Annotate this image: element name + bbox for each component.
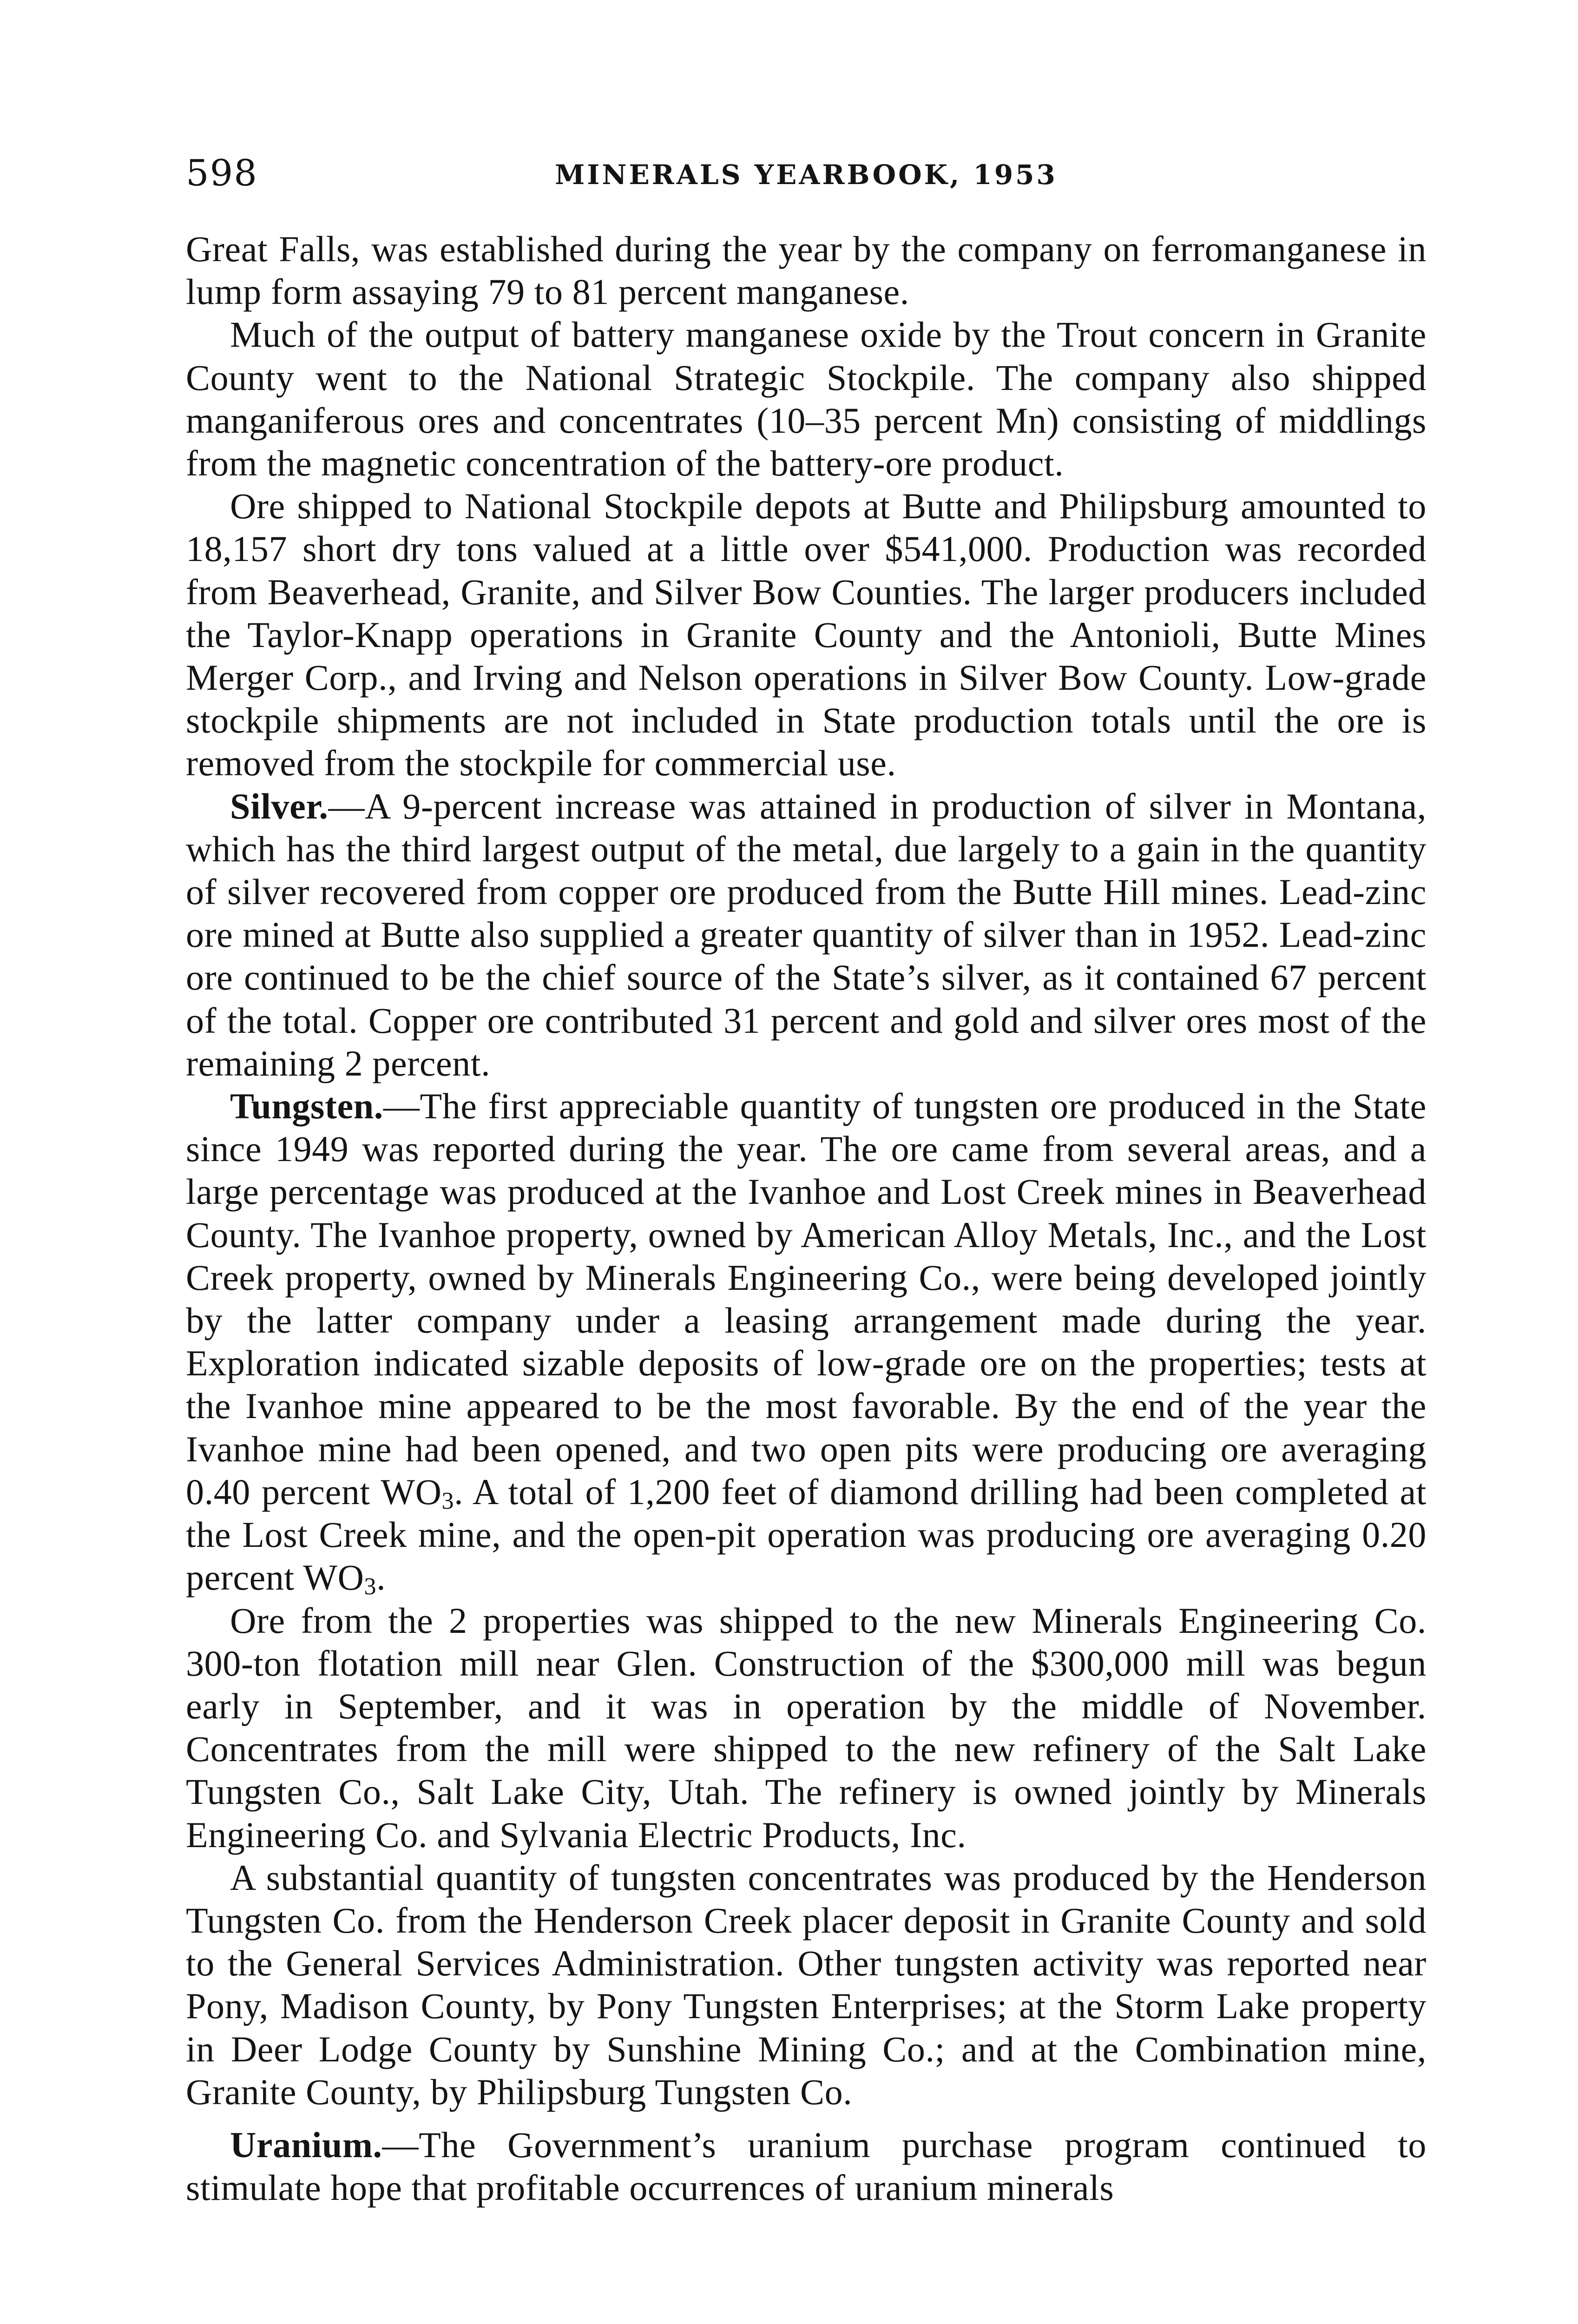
paragraph-ferromanganese-continued bbox=[186, 228, 1427, 313]
paragraph-text: —The first appreciable quantity of tungsten ore produced in the State since 1949 was reported during the year. The ore came from several areas, and a large percentage was produced at the Ivanhoe and Lost Creek mines in Beaverhead County. The Ivanhoe property, owned by American Alloy Metals, Inc., and the Lost Creek property, owned by Minerals Engineering Co., were being developed jointly by the latter company under a leasing arrangement made during the year. Exploration indicated sizable deposits of low-grade ore on the properties; tests at the Ivanhoe mine appeared to be the most favorable. By the end of the year the Ivanhoe mine had been opened, and two open pits were producing ore averaging 0.40 percent WO bbox=[186, 1086, 1427, 1512]
paragraph-text: Ore from the 2 properties was shipped to the new Minerals Engineering Co. 300-ton flotation mill near Glen. Construction of the $300,000 mill was begun early in September, and it was in operation by the middle of November. Concentrates from the mill were shipped to the new refinery of the Salt Lake Tungsten Co., Salt Lake City, Utah. The refinery is owned jointly by Minerals Engineering Co. and Sylvania Electric Products, Inc. bbox=[186, 1600, 1427, 1855]
section-heading-tungsten: Tungsten. bbox=[230, 1086, 383, 1127]
paragraph-battery-manganese bbox=[186, 313, 1427, 485]
paragraph-tungsten bbox=[186, 1085, 1427, 1599]
subscript: 3 bbox=[441, 1487, 454, 1514]
paragraph-text: —The Government’s uranium purchase program continued to stimulate hope that profitable occurrences of uranium minerals bbox=[186, 2124, 1427, 2208]
paragraph-text: Ore shipped to National Stockpile depots at Butte and Philipsburg amounted to 18,157 short dry tons valued at a little over $541,000. Production was recorded from Beaverhead, Granite, and Silver Bow Counties. The larger producers included the Taylor-Knapp operations in Granite County and the Antonioli, Butte Mines Merger Corp., and Irving and Nelson operations in Silver Bow County. Low-grade stockpile shipments are not included in State production totals until the ore is removed from the stockpile for commercial use. bbox=[186, 486, 1427, 784]
section-heading-uranium: Uranium. bbox=[230, 2124, 382, 2165]
paragraph-text: Great Falls, was established during the year by the company on ferromanganese in lump form assaying 79 to 81 percent manganese. bbox=[186, 229, 1427, 312]
running-head: MINERALS YEARBOOK, 1953 bbox=[555, 159, 1058, 191]
paragraph-uranium bbox=[186, 2124, 1427, 2209]
paragraph-text: Much of the output of battery manganese oxide by the Trout concern in Granite County went to the National Strategic Stockpile. The company also shipped manganiferous ores and concentrates (10–35 percent Mn) consisting of middlings from the magnetic concentration of the battery-ore product. bbox=[186, 314, 1427, 484]
subscript: 3 bbox=[364, 1573, 377, 1600]
paragraph-henderson-tungsten bbox=[186, 1856, 1427, 2113]
paragraph-text: . bbox=[376, 1557, 386, 1598]
body-text bbox=[186, 228, 1427, 2209]
paragraph-stockpile-ore bbox=[186, 485, 1427, 785]
paragraph-text: —A 9-percent increase was attained in production of silver in Montana, which has the third largest output of the metal, due largely to a gain in the quantity of silver recovered from copper ore produced from the Butte Hill mines. Lead-zinc ore mined at Butte also supplied a greater quantity of silver than in 1952. Lead-zinc ore continued to be the chief source of the State’s silver, as it contained 67 percent of the total. Copper ore contributed 31 percent and gold and silver ores most of the remaining 2 percent. bbox=[186, 786, 1427, 1083]
paragraph-flotation-mill bbox=[186, 1599, 1427, 1856]
section-heading-silver: Silver. bbox=[230, 786, 329, 826]
paragraph-silver bbox=[186, 785, 1427, 1085]
paragraph-text: . A total of 1,200 feet of diamond drilling had been completed at the Lost Creek mine, and the open-pit operation was producing ore averaging 0.20 percent WO bbox=[186, 1471, 1427, 1598]
page-header bbox=[186, 148, 1427, 199]
page-number: 598 bbox=[186, 152, 258, 194]
paragraph-text: A substantial quantity of tungsten concentrates was produced by the Henderson Tungsten Co. from the Henderson Creek placer deposit in Granite County and sold to the General Services Administration. Other tungsten activity was reported near Pony, Madison County, by Pony Tungsten Enterprises; at the Storm Lake property in Deer Lodge County by Sunshine Mining Co.; and at the Combination mine, Granite County, by Philipsburg Tungsten Co. bbox=[186, 1857, 1427, 2112]
